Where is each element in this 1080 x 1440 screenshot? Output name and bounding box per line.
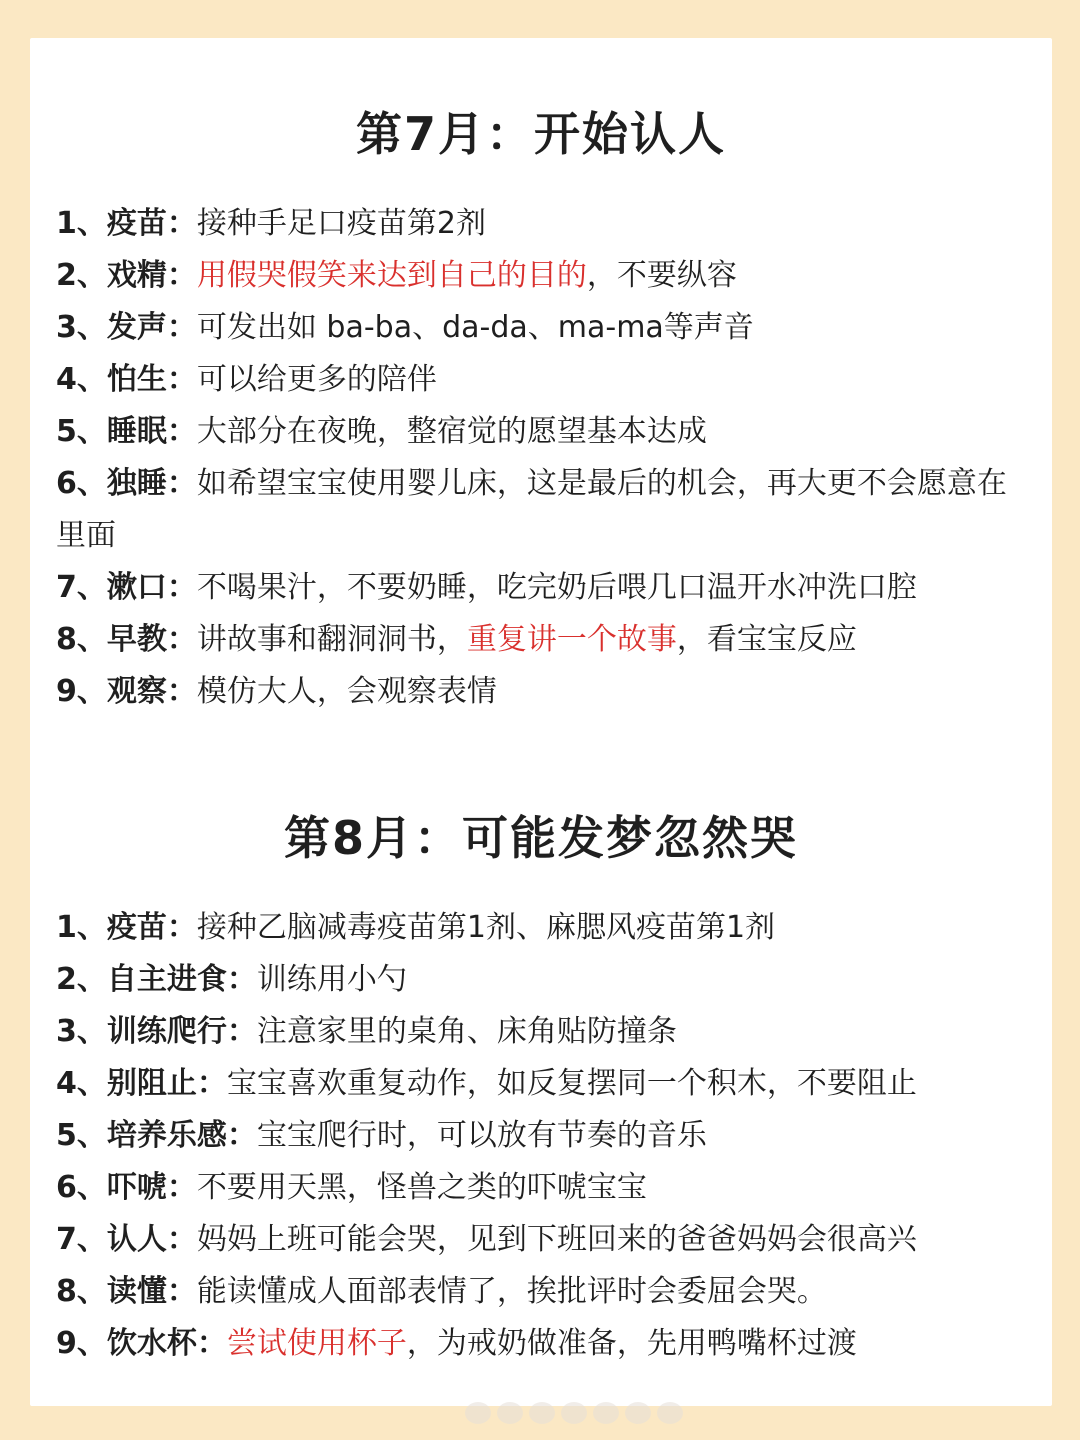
item-text: 如希望宝宝使用婴儿床，这是最后的机会，再大更不会愿意在里面	[56, 466, 1007, 553]
item-label: 7、漱口：	[56, 570, 197, 605]
item-label: 9、观察：	[56, 674, 197, 709]
item-label: 7、认人：	[56, 1222, 197, 1257]
watermark-blob	[529, 1402, 555, 1424]
item-text: 不喝果汁，不要奶睡，吃完奶后喂几口温开水冲洗口腔	[196, 570, 917, 605]
watermark-blob	[561, 1402, 587, 1424]
item-text: 妈妈上班可能会哭，见到下班回来的爸爸妈妈会很高兴	[196, 1222, 917, 1257]
item-label: 2、戏精：	[56, 258, 197, 293]
list-item	[56, 1162, 1026, 1214]
watermark-blob	[657, 1402, 683, 1424]
item-text: 能读懂成人面部表情了，挨批评时会委屈会哭。	[196, 1274, 827, 1309]
list-item	[56, 562, 1026, 614]
item-text: 接种手足口疫苗第2剂	[196, 206, 486, 241]
section-title: 第8月：可能发梦忽然哭	[283, 811, 798, 865]
content-card	[30, 38, 1052, 1406]
item-label: 2、自主进食：	[56, 962, 257, 997]
item-text: 模仿大人，会观察表情	[196, 674, 497, 709]
item-label: 6、独睡：	[56, 466, 197, 501]
item-text: 可以给更多的陪伴	[196, 362, 437, 397]
list-item	[56, 458, 1026, 562]
item-text: 不要用天黑，怪兽之类的吓唬宝宝	[196, 1170, 647, 1205]
list-item	[56, 1214, 1026, 1266]
item-text: 注意家里的桌角、床角贴防撞条	[256, 1014, 677, 1049]
item-text: ，为戒奶做准备，先用鸭嘴杯过渡	[406, 1326, 857, 1361]
item-label: 3、发声：	[56, 310, 197, 345]
list-item	[56, 1318, 1026, 1370]
watermark	[465, 1398, 695, 1428]
item-list	[56, 902, 1026, 1370]
item-text: ，看宝宝反应	[676, 622, 857, 657]
highlight-text: 用假哭假笑来达到自己的目的	[196, 258, 587, 293]
watermark-blob	[625, 1402, 651, 1424]
section-month-8	[56, 806, 1026, 1370]
item-label: 5、培养乐感：	[56, 1118, 257, 1153]
list-item	[56, 302, 1026, 354]
section-title: 第7月：开始认人	[355, 107, 726, 161]
list-item	[56, 1006, 1026, 1058]
list-item	[56, 666, 1026, 718]
highlight-text: 尝试使用杯子	[226, 1326, 407, 1361]
item-text: 训练用小勺	[256, 962, 407, 997]
list-item	[56, 198, 1026, 250]
section-month-7	[56, 102, 1026, 718]
watermark-blob	[497, 1402, 523, 1424]
list-item	[56, 954, 1026, 1006]
item-label: 3、训练爬行：	[56, 1014, 257, 1049]
item-label: 8、早教：	[56, 622, 197, 657]
list-item	[56, 1110, 1026, 1162]
item-label: 8、读懂：	[56, 1274, 197, 1309]
watermark-blob	[593, 1402, 619, 1424]
item-label: 5、睡眠：	[56, 414, 197, 449]
list-item	[56, 1058, 1026, 1110]
item-label: 1、疫苗：	[56, 910, 197, 945]
list-item	[56, 1266, 1026, 1318]
item-label: 4、别阻止：	[56, 1066, 227, 1101]
item-text: 接种乙脑减毒疫苗第1剂、麻腮风疫苗第1剂	[196, 910, 776, 945]
item-list	[56, 198, 1026, 718]
list-item	[56, 250, 1026, 302]
item-label: 6、吓唬：	[56, 1170, 197, 1205]
item-text: 宝宝爬行时，可以放有节奏的音乐	[256, 1118, 707, 1153]
watermark-blob	[465, 1402, 491, 1424]
highlight-text: 重复讲一个故事	[466, 622, 677, 657]
list-item	[56, 354, 1026, 406]
list-item	[56, 902, 1026, 954]
item-text: 可发出如 ba-ba、da-da、ma-ma等声音	[196, 310, 754, 345]
item-text: 讲故事和翻洞洞书，	[196, 622, 467, 657]
item-text: 宝宝喜欢重复动作，如反复摆同一个积木，不要阻止	[226, 1066, 917, 1101]
item-text: ，不要纵容	[586, 258, 737, 293]
item-label: 1、疫苗：	[56, 206, 197, 241]
list-item	[56, 614, 1026, 666]
list-item	[56, 406, 1026, 458]
item-label: 9、饮水杯：	[56, 1326, 227, 1361]
item-text: 大部分在夜晚，整宿觉的愿望基本达成	[196, 414, 707, 449]
item-label: 4、怕生：	[56, 362, 197, 397]
